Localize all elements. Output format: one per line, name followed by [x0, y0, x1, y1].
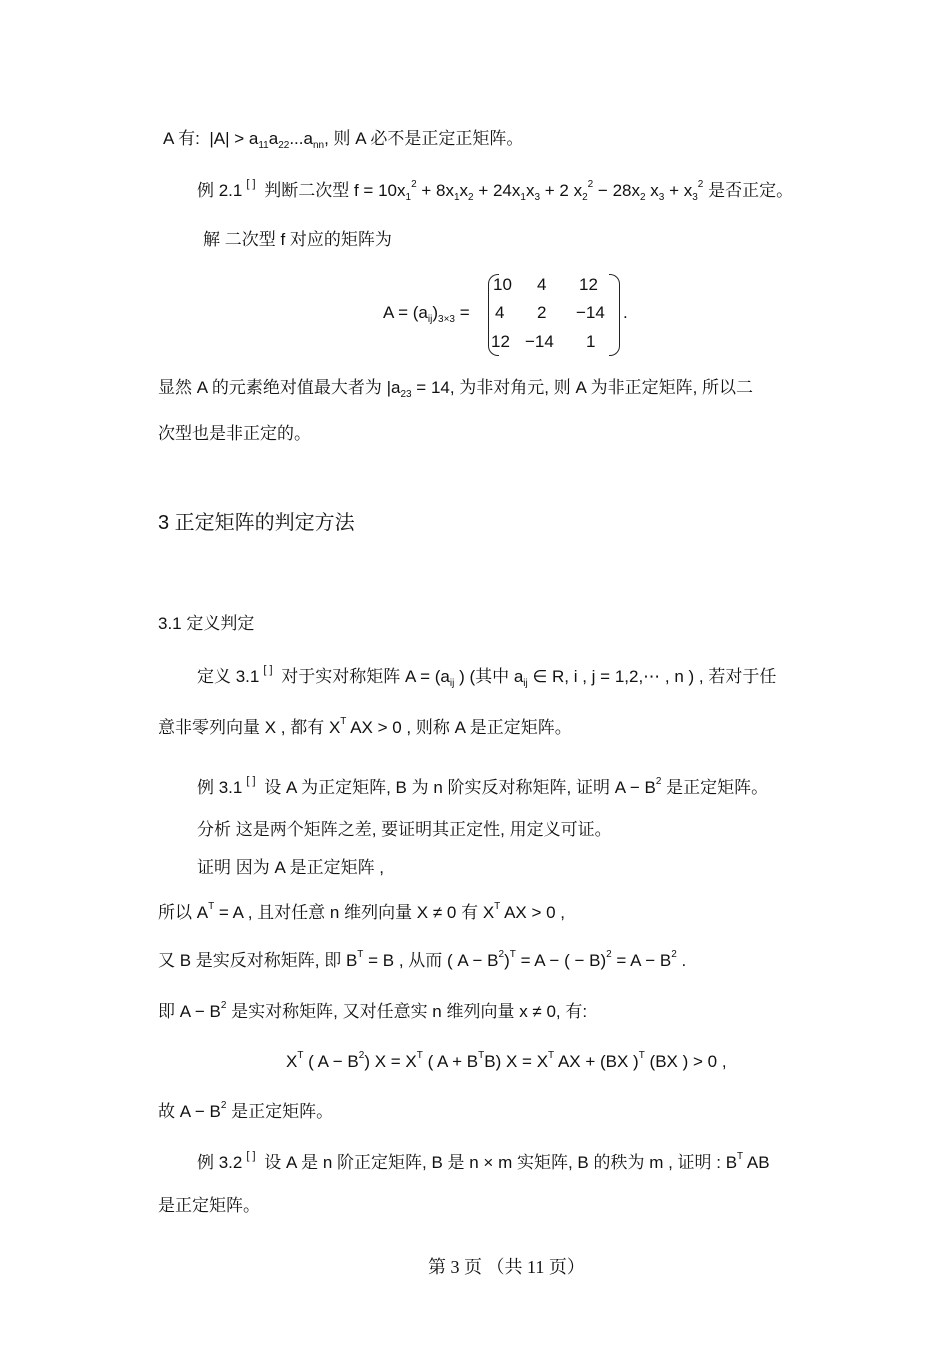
section-heading-3: 3 正定矩阵的判定方法: [158, 512, 355, 534]
proof-line: 证明 因为 A 是正定矩阵 ,: [197, 858, 385, 877]
matrix-cell: 12: [491, 332, 510, 351]
analysis-line: 分析 这是两个矩阵之差, 要证明其正定性, 用定义可证。: [197, 820, 612, 839]
citation-ref: [ ]: [246, 775, 256, 787]
citation-ref: [ ]: [246, 1150, 256, 1162]
proof-then-line: 即 $A - B^2$ 是实对称矩阵, 又对任意实 n 维列向量 x ≠ 0, 有:: [158, 1000, 588, 1021]
matrix-cell: 4: [495, 303, 505, 322]
matrix-cell: −14: [576, 303, 605, 322]
definition-3-1-line-2: 意非零列向量 X , 都有 $X^T$ AX > 0 , 则称 A 是正定矩阵。: [158, 716, 572, 737]
matrix-cell: 12: [579, 275, 598, 294]
page-footer: 第 3 页 （共 11 页）: [428, 1257, 585, 1277]
matrix-cell: 1: [586, 332, 596, 351]
proof-equation: $X^T$ ( $A - B^2$) $X = X^T$ ( $A + B^TB$) $X = X^T$ AX + (BX )$^T$ (BX ) > 0 ,: [286, 1050, 727, 1071]
definition-3-1: 定义 3.1 [ ] 对于实对称矩阵 $A = (a_{ij}$ ) (其中 $a_{ij}$ ∈ R, i , j = 1,2,⋯ , n ) , 若对于任: [197, 664, 777, 689]
matrix-cell: 10: [493, 275, 512, 294]
matrix-cell: 2: [537, 303, 547, 322]
example-3-2: 例 3.2 [ ] 设 A 是 n 阶正定矩阵, B 是 n × m 实矩阵, B 的秩为 m , 证明 : $B^T$ AB: [197, 1150, 770, 1172]
citation-ref: [ ]: [263, 664, 273, 676]
line-a-has: A 有: $|A| > a_{11}a_{22}...a_{nn}$, 则 A 必不是正定正矩阵。: [163, 129, 524, 151]
matrix-cell: 4: [537, 275, 547, 294]
matrix-period: .: [623, 303, 628, 322]
conclusion-line-1: 显然 A 的元素绝对值最大者为 $|a_{23} = 14$, 为非对角元, 则 A 为非正定矩阵, 所以二: [158, 378, 754, 400]
proof-so-line: 所以 $A^T = A$ , 且对任意 n 维列向量 X ≠ 0 有 $X^T$ AX > 0 ,: [158, 901, 566, 922]
proof-therefore-line: 故 $A - B^2$ 是正定矩阵。: [158, 1100, 334, 1121]
example-3-2-line-2: 是正定矩阵。: [158, 1196, 260, 1215]
matrix-cell: −14: [525, 332, 554, 351]
citation-ref: [ ]: [246, 178, 256, 190]
matrix-lhs: $A = (a_{ij})_{3\times 3}$ =: [383, 303, 470, 325]
example-3-1: 例 3.1 [ ] 设 A 为正定矩阵, B 为 n 阶实反对称矩阵, 证明 $A - B^2$ 是正定矩阵。: [197, 775, 769, 797]
solution-line: 解 二次型 f 对应的矩阵为: [203, 230, 392, 249]
proof-also-line: 又 B 是实反对称矩阵, 即 $B^T = B$ , 从而 ( $A - B^2)^T = A$ − ( − $B)^2 = A - B^2$ .: [158, 949, 687, 970]
conclusion-line-2: 次型也是非正定的。: [158, 424, 311, 443]
example-2-1: 例 2.1 [ ] 判断二次型 $f = 10x_1^2 + 8x_1x_2 + 24x_1x_3 + 2$ $x_2^2 - 28x_2$ $x_3 + x_3^2$ 是否正定。: [197, 178, 794, 203]
matrix-right-bracket: [609, 274, 620, 356]
subsection-heading-3-1: 3.1 定义判定: [158, 614, 255, 633]
